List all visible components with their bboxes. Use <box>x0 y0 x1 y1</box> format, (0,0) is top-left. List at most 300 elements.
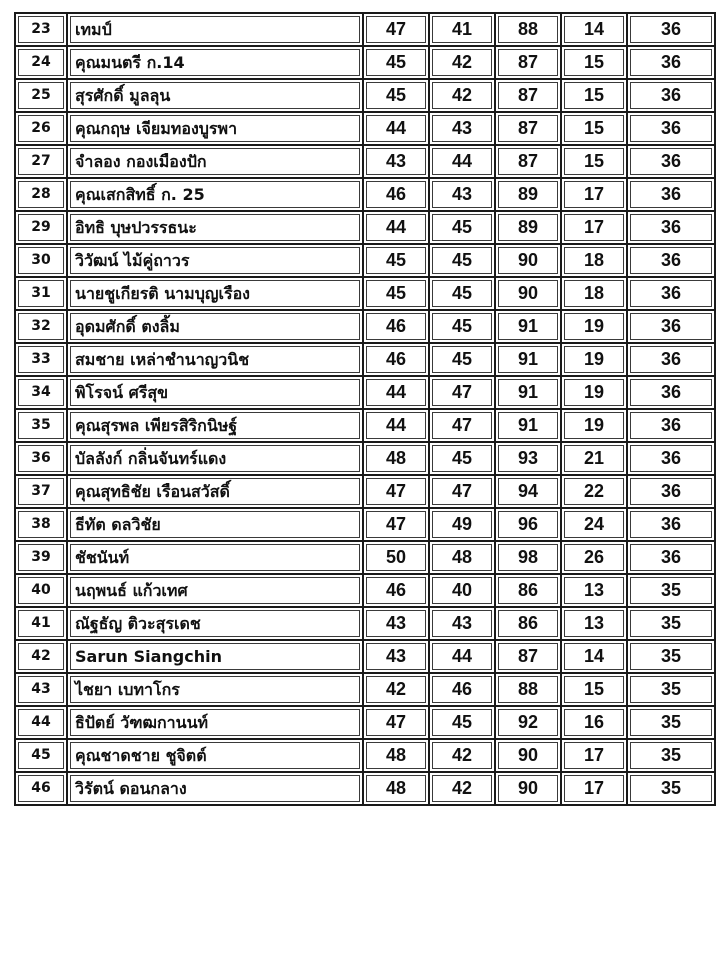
row-number-cell <box>15 310 67 343</box>
score-a-cell <box>363 442 429 475</box>
row-number-cell <box>15 409 67 442</box>
row-number-cell <box>15 541 67 574</box>
score-d: 24 <box>564 511 624 538</box>
score-d: 18 <box>564 247 624 274</box>
player-name-cell <box>67 640 363 673</box>
score-e: 36 <box>630 181 712 208</box>
player-name-cell <box>67 211 363 244</box>
row-number-cell <box>15 145 67 178</box>
score-total-cell <box>495 46 561 79</box>
score-a-cell <box>363 244 429 277</box>
score-e: 36 <box>630 412 712 439</box>
score-e: 36 <box>630 82 712 109</box>
score-a: 45 <box>366 49 426 76</box>
player-name-cell <box>67 79 363 112</box>
score-e-cell <box>627 145 715 178</box>
score-e-cell <box>627 310 715 343</box>
score-total: 91 <box>498 412 558 439</box>
row-number: 32 <box>18 313 64 340</box>
row-number-cell <box>15 13 67 46</box>
player-name-cell <box>67 541 363 574</box>
score-e: 35 <box>630 709 712 736</box>
score-a-cell <box>363 739 429 772</box>
row-number: 42 <box>18 643 64 670</box>
score-e-cell <box>627 640 715 673</box>
table-row <box>15 541 715 574</box>
row-number: 29 <box>18 214 64 241</box>
score-d: 18 <box>564 280 624 307</box>
score-b-cell <box>429 673 495 706</box>
row-number-cell <box>15 574 67 607</box>
score-a-cell <box>363 211 429 244</box>
score-e: 36 <box>630 313 712 340</box>
score-d: 17 <box>564 742 624 769</box>
score-a: 46 <box>366 577 426 604</box>
score-d-cell <box>561 343 627 376</box>
score-d: 19 <box>564 346 624 373</box>
score-a: 44 <box>366 115 426 142</box>
player-name: สุรศักดิ์ มูลลุน <box>70 82 360 109</box>
player-name: เทมป์ <box>70 16 360 43</box>
score-b-cell <box>429 112 495 145</box>
score-d-cell <box>561 145 627 178</box>
score-a: 44 <box>366 214 426 241</box>
player-name-cell <box>67 310 363 343</box>
score-total: 90 <box>498 247 558 274</box>
row-number: 33 <box>18 346 64 373</box>
score-total: 88 <box>498 16 558 43</box>
score-e: 36 <box>630 280 712 307</box>
player-name: อิทธิ บุษปวรรธนะ <box>70 214 360 241</box>
score-total-cell <box>495 673 561 706</box>
row-number: 37 <box>18 478 64 505</box>
score-total-cell <box>495 541 561 574</box>
player-name: นายชูเกียรติ นามบุญเรือง <box>70 280 360 307</box>
score-e-cell <box>627 13 715 46</box>
row-number: 27 <box>18 148 64 175</box>
score-e-cell <box>627 706 715 739</box>
score-e-cell <box>627 376 715 409</box>
score-e-cell <box>627 178 715 211</box>
player-name-cell <box>67 739 363 772</box>
table-row <box>15 574 715 607</box>
row-number-cell <box>15 79 67 112</box>
table-row <box>15 475 715 508</box>
score-a-cell <box>363 409 429 442</box>
table-row <box>15 79 715 112</box>
score-e: 35 <box>630 775 712 802</box>
row-number-cell <box>15 46 67 79</box>
score-d: 15 <box>564 676 624 703</box>
player-name-cell <box>67 607 363 640</box>
score-a: 45 <box>366 280 426 307</box>
row-number: 38 <box>18 511 64 538</box>
player-name-cell <box>67 409 363 442</box>
score-a-cell <box>363 475 429 508</box>
score-a-cell <box>363 541 429 574</box>
table-row <box>15 607 715 640</box>
table-row <box>15 739 715 772</box>
player-name: ธิปัตย์ วัฑฒกานนท์ <box>70 709 360 736</box>
row-number: 43 <box>18 676 64 703</box>
score-b-cell <box>429 46 495 79</box>
score-a: 42 <box>366 676 426 703</box>
score-d-cell <box>561 13 627 46</box>
player-name-cell <box>67 244 363 277</box>
score-d-cell <box>561 508 627 541</box>
player-name: คุณสุรพล เพียรสิริกนิษฐ์ <box>70 412 360 439</box>
table-row <box>15 178 715 211</box>
score-e-cell <box>627 244 715 277</box>
score-b: 41 <box>432 16 492 43</box>
score-total: 96 <box>498 511 558 538</box>
player-name: ณัฐธัญ ติวะสุรเดช <box>70 610 360 637</box>
player-name-cell <box>67 145 363 178</box>
score-d: 26 <box>564 544 624 571</box>
score-d-cell <box>561 475 627 508</box>
score-d-cell <box>561 310 627 343</box>
score-d-cell <box>561 673 627 706</box>
score-b: 47 <box>432 379 492 406</box>
row-number: 45 <box>18 742 64 769</box>
score-total-cell <box>495 508 561 541</box>
player-name: ธีทัต ดลวิชัย <box>70 511 360 538</box>
score-b-cell <box>429 772 495 805</box>
score-d-cell <box>561 409 627 442</box>
score-b: 45 <box>432 313 492 340</box>
score-d-cell <box>561 376 627 409</box>
score-d: 17 <box>564 214 624 241</box>
score-total: 93 <box>498 445 558 472</box>
row-number: 41 <box>18 610 64 637</box>
score-a-cell <box>363 508 429 541</box>
score-d: 15 <box>564 82 624 109</box>
score-total: 87 <box>498 82 558 109</box>
row-number: 28 <box>18 181 64 208</box>
row-number: 31 <box>18 280 64 307</box>
score-total-cell <box>495 706 561 739</box>
player-name: ชัชนันท์ <box>70 544 360 571</box>
score-e-cell <box>627 508 715 541</box>
table-row <box>15 211 715 244</box>
score-a: 50 <box>366 544 426 571</box>
score-total: 89 <box>498 181 558 208</box>
score-e-cell <box>627 475 715 508</box>
score-b-cell <box>429 376 495 409</box>
score-d-cell <box>561 574 627 607</box>
row-number-cell <box>15 640 67 673</box>
score-total: 90 <box>498 775 558 802</box>
score-a: 48 <box>366 445 426 472</box>
row-number: 44 <box>18 709 64 736</box>
score-d-cell <box>561 46 627 79</box>
score-b: 43 <box>432 610 492 637</box>
score-e-cell <box>627 79 715 112</box>
score-e: 35 <box>630 676 712 703</box>
player-name: ไชยา เบทาโกร <box>70 676 360 703</box>
score-a-cell <box>363 145 429 178</box>
player-name: พิโรจน์ ศรีสุข <box>70 379 360 406</box>
score-b: 42 <box>432 49 492 76</box>
score-total: 92 <box>498 709 558 736</box>
score-total-cell <box>495 475 561 508</box>
score-d-cell <box>561 244 627 277</box>
player-name: คุณสุทธิชัย เรือนสวัสดิ์ <box>70 478 360 505</box>
table-row <box>15 310 715 343</box>
score-a-cell <box>363 673 429 706</box>
score-b-cell <box>429 475 495 508</box>
score-total: 87 <box>498 49 558 76</box>
score-b-cell <box>429 211 495 244</box>
player-name-cell <box>67 343 363 376</box>
score-d: 15 <box>564 148 624 175</box>
score-d-cell <box>561 178 627 211</box>
score-b: 45 <box>432 247 492 274</box>
row-number: 46 <box>18 775 64 802</box>
player-name: คุณชาดชาย ชูจิตต์ <box>70 742 360 769</box>
score-total: 90 <box>498 742 558 769</box>
row-number: 25 <box>18 82 64 109</box>
score-b-cell <box>429 607 495 640</box>
player-name: นฤพนธ์ แก้วเทศ <box>70 577 360 604</box>
score-total: 87 <box>498 643 558 670</box>
score-total-cell <box>495 607 561 640</box>
table-row <box>15 673 715 706</box>
score-b-cell <box>429 508 495 541</box>
row-number-cell <box>15 706 67 739</box>
score-a: 43 <box>366 148 426 175</box>
row-number-cell <box>15 607 67 640</box>
score-e-cell <box>627 343 715 376</box>
score-e: 35 <box>630 577 712 604</box>
player-name: บัลลังก์ กลิ่นจันทร์แดง <box>70 445 360 472</box>
score-b: 40 <box>432 577 492 604</box>
score-d: 13 <box>564 577 624 604</box>
score-d-cell <box>561 607 627 640</box>
row-number: 40 <box>18 577 64 604</box>
table-row <box>15 244 715 277</box>
score-b: 42 <box>432 742 492 769</box>
score-b-cell <box>429 244 495 277</box>
score-a: 48 <box>366 775 426 802</box>
score-e: 36 <box>630 346 712 373</box>
score-total-cell <box>495 310 561 343</box>
player-name: Sarun Siangchin <box>70 643 360 670</box>
row-number-cell <box>15 739 67 772</box>
table-row <box>15 706 715 739</box>
score-e-cell <box>627 574 715 607</box>
score-e: 36 <box>630 247 712 274</box>
row-number-cell <box>15 508 67 541</box>
score-e: 36 <box>630 511 712 538</box>
score-b: 47 <box>432 478 492 505</box>
score-d: 17 <box>564 775 624 802</box>
score-b: 44 <box>432 643 492 670</box>
score-b: 45 <box>432 346 492 373</box>
row-number: 24 <box>18 49 64 76</box>
player-name: คุณมนตรี ก.14 <box>70 49 360 76</box>
score-total: 90 <box>498 280 558 307</box>
player-name: สมชาย เหล่าชำนาญวนิช <box>70 346 360 373</box>
score-e-cell <box>627 607 715 640</box>
score-e: 36 <box>630 16 712 43</box>
score-total: 87 <box>498 148 558 175</box>
score-total: 91 <box>498 379 558 406</box>
score-b-cell <box>429 574 495 607</box>
score-b-cell <box>429 640 495 673</box>
player-name-cell <box>67 46 363 79</box>
score-e-cell <box>627 112 715 145</box>
score-e: 35 <box>630 742 712 769</box>
score-d-cell <box>561 442 627 475</box>
score-d-cell <box>561 739 627 772</box>
row-number-cell <box>15 112 67 145</box>
score-e: 36 <box>630 115 712 142</box>
score-b: 45 <box>432 280 492 307</box>
score-b: 45 <box>432 214 492 241</box>
table-row <box>15 508 715 541</box>
player-name-cell <box>67 508 363 541</box>
score-e: 36 <box>630 379 712 406</box>
score-total: 86 <box>498 610 558 637</box>
score-a: 48 <box>366 742 426 769</box>
score-b: 47 <box>432 412 492 439</box>
score-a: 46 <box>366 346 426 373</box>
score-b: 42 <box>432 82 492 109</box>
score-d-cell <box>561 541 627 574</box>
score-total-cell <box>495 244 561 277</box>
score-b: 43 <box>432 115 492 142</box>
score-e-cell <box>627 46 715 79</box>
score-b-cell <box>429 79 495 112</box>
score-b-cell <box>429 13 495 46</box>
row-number-cell <box>15 178 67 211</box>
score-d: 17 <box>564 181 624 208</box>
table-row <box>15 442 715 475</box>
score-a-cell <box>363 310 429 343</box>
score-a-cell <box>363 13 429 46</box>
score-d: 21 <box>564 445 624 472</box>
score-d-cell <box>561 640 627 673</box>
score-b-cell <box>429 739 495 772</box>
score-a-cell <box>363 706 429 739</box>
score-d: 22 <box>564 478 624 505</box>
score-a-cell <box>363 640 429 673</box>
score-d: 15 <box>564 115 624 142</box>
score-a-cell <box>363 178 429 211</box>
score-a: 45 <box>366 82 426 109</box>
table-row <box>15 46 715 79</box>
score-e-cell <box>627 277 715 310</box>
score-b-cell <box>429 706 495 739</box>
score-a: 47 <box>366 16 426 43</box>
row-number: 36 <box>18 445 64 472</box>
table-row <box>15 13 715 46</box>
table-row <box>15 277 715 310</box>
score-a: 47 <box>366 478 426 505</box>
score-b-cell <box>429 178 495 211</box>
score-total: 89 <box>498 214 558 241</box>
score-e-cell <box>627 739 715 772</box>
score-total: 87 <box>498 115 558 142</box>
score-total: 88 <box>498 676 558 703</box>
score-a-cell <box>363 79 429 112</box>
score-a: 44 <box>366 379 426 406</box>
score-b-cell <box>429 442 495 475</box>
score-b: 46 <box>432 676 492 703</box>
table-row <box>15 409 715 442</box>
score-d: 13 <box>564 610 624 637</box>
player-name: จำลอง กองเมืองปัก <box>70 148 360 175</box>
score-e: 36 <box>630 214 712 241</box>
score-d-cell <box>561 772 627 805</box>
score-b-cell <box>429 145 495 178</box>
score-d-cell <box>561 211 627 244</box>
score-total-cell <box>495 13 561 46</box>
score-total-cell <box>495 442 561 475</box>
score-a-cell <box>363 772 429 805</box>
score-e: 36 <box>630 544 712 571</box>
score-table <box>14 12 716 806</box>
score-a: 46 <box>366 313 426 340</box>
score-b-cell <box>429 277 495 310</box>
score-a-cell <box>363 376 429 409</box>
player-name-cell <box>67 475 363 508</box>
score-a: 46 <box>366 181 426 208</box>
player-name-cell <box>67 178 363 211</box>
score-a: 43 <box>366 610 426 637</box>
score-e: 35 <box>630 643 712 670</box>
score-total-cell <box>495 739 561 772</box>
row-number-cell <box>15 475 67 508</box>
row-number-cell <box>15 244 67 277</box>
score-a-cell <box>363 277 429 310</box>
score-total-cell <box>495 574 561 607</box>
score-total-cell <box>495 145 561 178</box>
score-total: 91 <box>498 346 558 373</box>
score-total-cell <box>495 211 561 244</box>
score-e-cell <box>627 409 715 442</box>
player-name: วิวัฒน์ ไม้คู่ถาวร <box>70 247 360 274</box>
player-name: คุณกฤษ เจียมทองบูรพา <box>70 115 360 142</box>
score-total: 94 <box>498 478 558 505</box>
score-e: 35 <box>630 610 712 637</box>
score-total: 98 <box>498 544 558 571</box>
score-a-cell <box>363 46 429 79</box>
score-d: 15 <box>564 49 624 76</box>
table-row <box>15 343 715 376</box>
score-d: 16 <box>564 709 624 736</box>
score-a-cell <box>363 343 429 376</box>
score-b-cell <box>429 409 495 442</box>
player-name-cell <box>67 442 363 475</box>
player-name-cell <box>67 277 363 310</box>
score-a-cell <box>363 112 429 145</box>
row-number: 35 <box>18 412 64 439</box>
score-d-cell <box>561 112 627 145</box>
row-number: 30 <box>18 247 64 274</box>
score-total-cell <box>495 409 561 442</box>
score-total-cell <box>495 79 561 112</box>
score-a-cell <box>363 574 429 607</box>
player-name-cell <box>67 574 363 607</box>
player-name: วิรัตน์ ดอนกลาง <box>70 775 360 802</box>
score-total: 86 <box>498 577 558 604</box>
score-b: 45 <box>432 709 492 736</box>
row-number-cell <box>15 211 67 244</box>
player-name-cell <box>67 112 363 145</box>
score-b: 42 <box>432 775 492 802</box>
